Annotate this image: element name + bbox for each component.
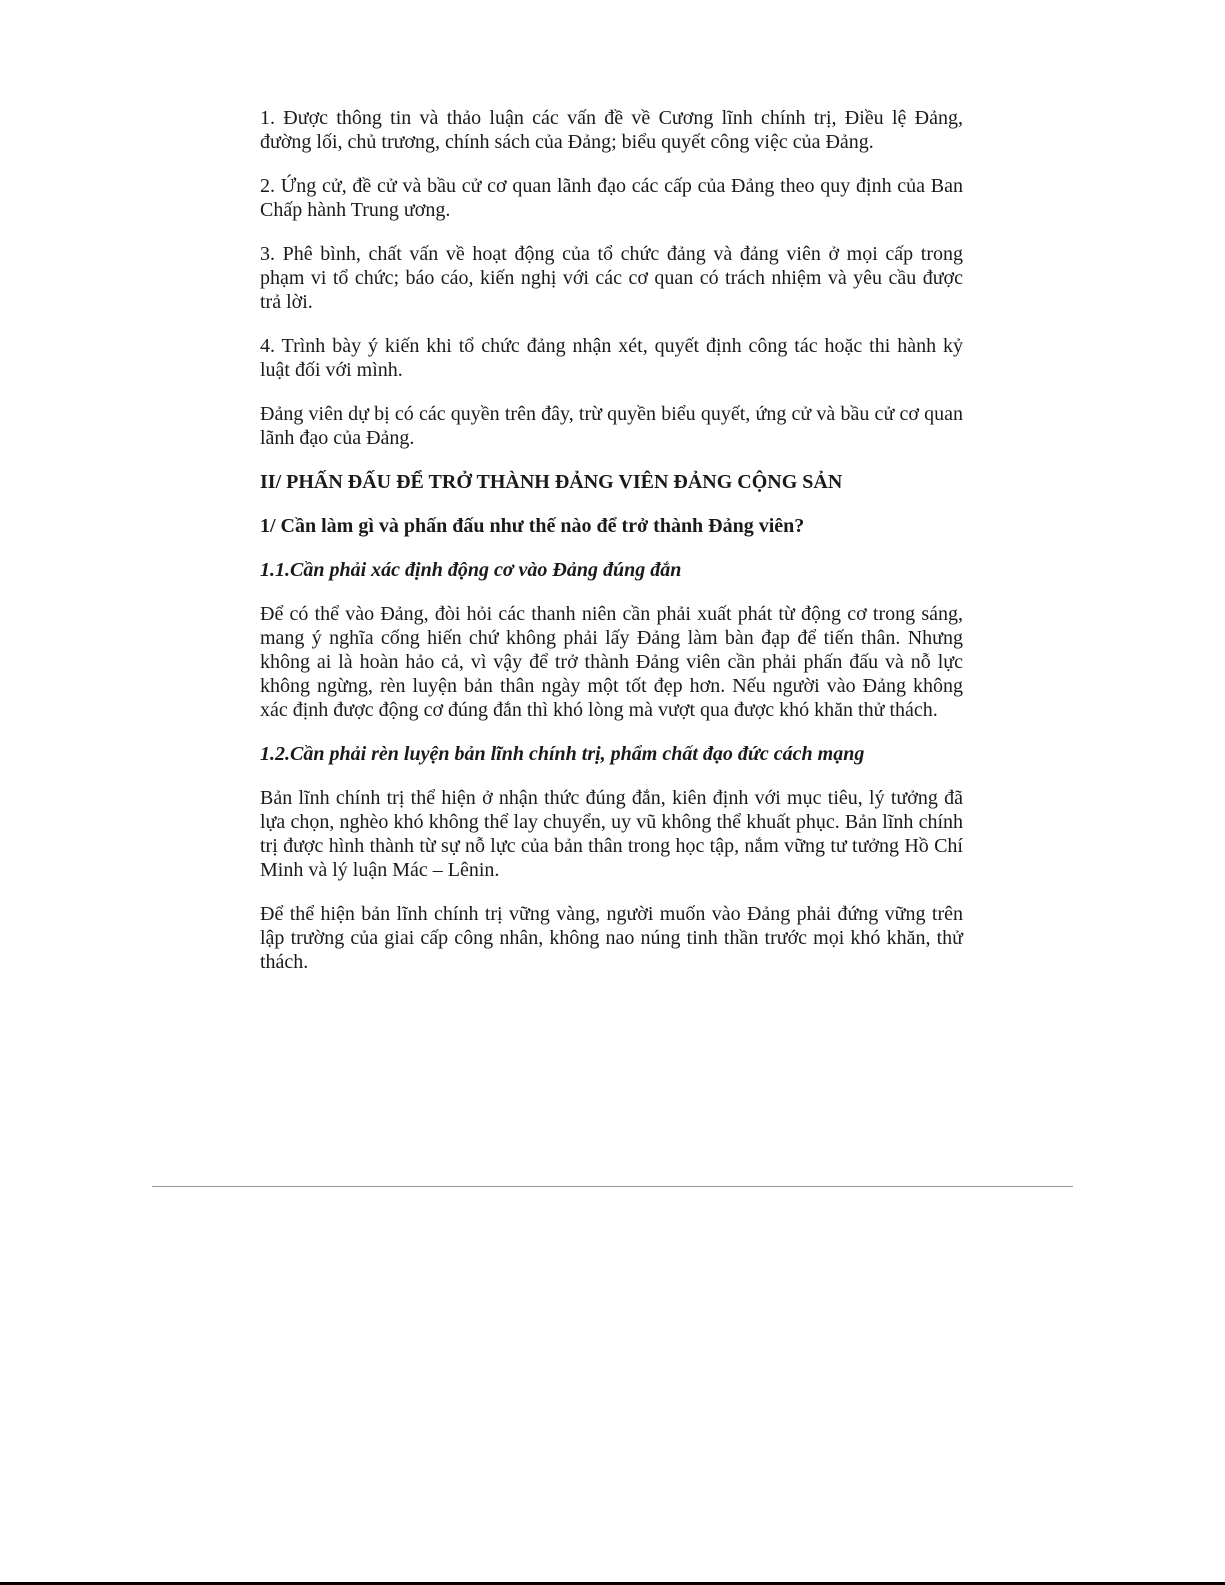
paragraph-steadfast-stance: Để thể hiện bản lĩnh chính trị vững vàng, người muốn vào Đảng phải đứng vững trên lập trường của giai cấp công nhân, không nao núng tinh thần trước mọi khó khăn, thử thách. [260,903,963,973]
paragraph-right-1: 1. Được thông tin và thảo luận các vấn đề về Cương lĩnh chính trị, Điều lệ Đảng, đường lối, chủ trương, chính sách của Đảng; biểu quyết công việc của Đảng. [260,107,963,153]
paragraph-probationary-members: Đảng viên dự bị có các quyền trên đây, trừ quyền biểu quyết, ứng cử và bầu cử cơ quan lãnh đạo của Đảng. [260,403,963,449]
paragraph-motivation: Để có thể vào Đảng, đòi hỏi các thanh niên cần phải xuất phát từ động cơ trong sáng, mang ý nghĩa cống hiến chứ không phải lấy Đảng làm bàn đạp để tiến thân. Nhưng không ai là hoàn hảo cả, vì vậy để trở thành Đảng viên cần phải phấn đấu và nỗ lực không ngừng, rèn luyện bản thân ngày một tốt đẹp hơn. Nếu người vào Đảng không xác định được động cơ đúng đắn thì khó lòng mà vượt qua được khó khăn thử thách. [260,603,963,721]
section-heading: II/ PHẤN ĐẤU ĐỂ TRỞ THÀNH ĐẢNG VIÊN ĐẢNG CỘNG SẢN [260,471,843,493]
paragraph-right-4: 4. Trình bày ý kiến khi tổ chức đảng nhận xét, quyết định công tác hoặc thi hành kỷ luật đối với mình. [260,335,963,381]
document-body [260,106,963,994]
subsection-heading-1-2: 1.2.Cần phải rèn luyện bản lĩnh chính trị, phẩm chất đạo đức cách mạng [260,743,865,765]
paragraph-right-2: 2. Ứng cử, đề cử và bầu cử cơ quan lãnh đạo các cấp của Đảng theo quy định của Ban Chấp hành Trung ương. [260,175,963,221]
paragraph-political-mettle: Bản lĩnh chính trị thể hiện ở nhận thức đúng đắn, kiên định với mục tiêu, lý tưởng đã lựa chọn, nghèo khó không thể lay chuyển, uy vũ không thể khuất phục. Bản lĩnh chính trị được hình thành từ sự nỗ lực của bản thân trong học tập, nắm vững tư tưởng Hồ Chí Minh và lý luận Mác – Lênin. [260,787,963,881]
paragraph-right-3: 3. Phê bình, chất vấn về hoạt động của tổ chức đảng và đảng viên ở mọi cấp trong phạm vi tổ chức; báo cáo, kiến nghị với các cơ quan có trách nhiệm và yêu cầu được trả lời. [260,243,963,313]
subsection-heading-1-1: 1.1.Cần phải xác định động cơ vào Đảng đúng đắn [260,559,682,581]
footer-divider [152,1186,1073,1187]
question-heading: 1/ Cần làm gì và phấn đấu như thế nào để trở thành Đảng viên? [260,515,805,537]
